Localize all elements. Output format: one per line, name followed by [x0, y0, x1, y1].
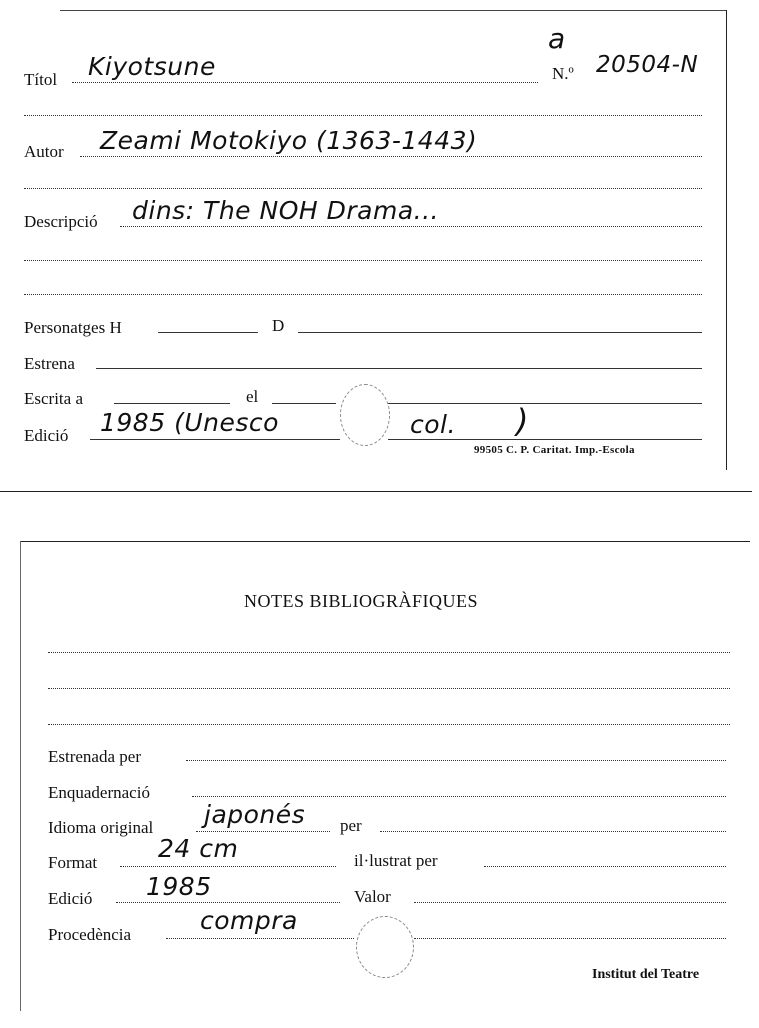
edition2-line [116, 902, 340, 903]
description-line [120, 226, 702, 227]
premiere-label: Estrena [24, 354, 75, 373]
author-line [80, 156, 702, 157]
title-label: Títol [24, 70, 58, 89]
edition-label: Edició [24, 426, 69, 445]
card-top-edge [60, 10, 727, 11]
corner-letter: a [548, 22, 566, 55]
provenance-line-2 [414, 938, 726, 939]
notes-line-2 [48, 688, 730, 689]
number-label: N.º [552, 64, 574, 83]
provenance-label: Procedència [48, 925, 132, 944]
format-label: Format [48, 853, 98, 872]
characters-d-label: D [272, 316, 285, 335]
characters-label: Personatges H [24, 318, 122, 337]
original-language-line [196, 831, 330, 832]
illustrated-label: il·lustrat per [354, 851, 438, 870]
institution-name: Institut del Teatre [592, 967, 700, 982]
printer-imprint: 99505 C. P. Caritat. Imp.-Escola [474, 444, 635, 456]
premiere-line [96, 368, 702, 369]
description-value: dins: The NOH Drama... [132, 196, 439, 225]
original-language-value: japonés [204, 800, 306, 829]
number-value: 20504-N [596, 52, 699, 78]
notes-heading: NOTES BIBLIOGRÀFIQUES [244, 591, 479, 611]
notes-line-1 [48, 652, 730, 653]
written-place-line [114, 403, 230, 404]
edition2-label: Edició [48, 889, 93, 908]
written-date-line [272, 403, 336, 404]
premiered-by-line [186, 760, 726, 761]
premiered-by-label: Estrenada per [48, 747, 141, 766]
provenance-value: compra [200, 906, 298, 935]
format-value: 24 cm [158, 834, 239, 863]
written-on-label: el [246, 387, 259, 406]
author-value: Zeami Motokiyo (1363-1443) [100, 126, 478, 155]
edition-value-close: ) [516, 402, 529, 440]
edition2-value: 1985 [146, 872, 212, 901]
characters-h-line [158, 332, 258, 333]
description-line-2 [24, 260, 702, 261]
description-label: Descripció [24, 212, 98, 231]
title-line [72, 82, 538, 83]
description-line-3 [24, 294, 702, 295]
edition-value: 1985 (Unesco [100, 408, 279, 437]
edition-line [90, 439, 340, 440]
by-line [380, 831, 726, 832]
card-right-edge [726, 10, 727, 470]
provenance-line [166, 938, 354, 939]
value-line [414, 902, 726, 903]
written-label: Escrita a [24, 389, 83, 408]
characters-d-line [298, 332, 702, 333]
value-label: Valor [354, 887, 391, 906]
title-value: Kiyotsune [88, 52, 216, 81]
original-language-label: Idioma original [48, 818, 154, 837]
author-line-2 [24, 188, 702, 189]
card-divider [0, 491, 752, 492]
card2-top-edge [20, 541, 750, 542]
edition-value-collection: col. [410, 410, 456, 439]
binding-line [192, 796, 726, 797]
format-line [120, 866, 336, 867]
edition-line-2 [388, 439, 702, 440]
notes-line-3 [48, 724, 730, 725]
hole-punch-mark-2 [356, 916, 414, 978]
author-label: Autor [24, 142, 64, 161]
by-label: per [340, 816, 362, 835]
card2-left-edge [20, 541, 21, 1011]
binding-label: Enquadernació [48, 783, 150, 802]
illustrated-line [484, 866, 726, 867]
written-date-line-2 [388, 403, 702, 404]
title-line-2 [24, 115, 702, 116]
hole-punch-mark [340, 384, 390, 446]
